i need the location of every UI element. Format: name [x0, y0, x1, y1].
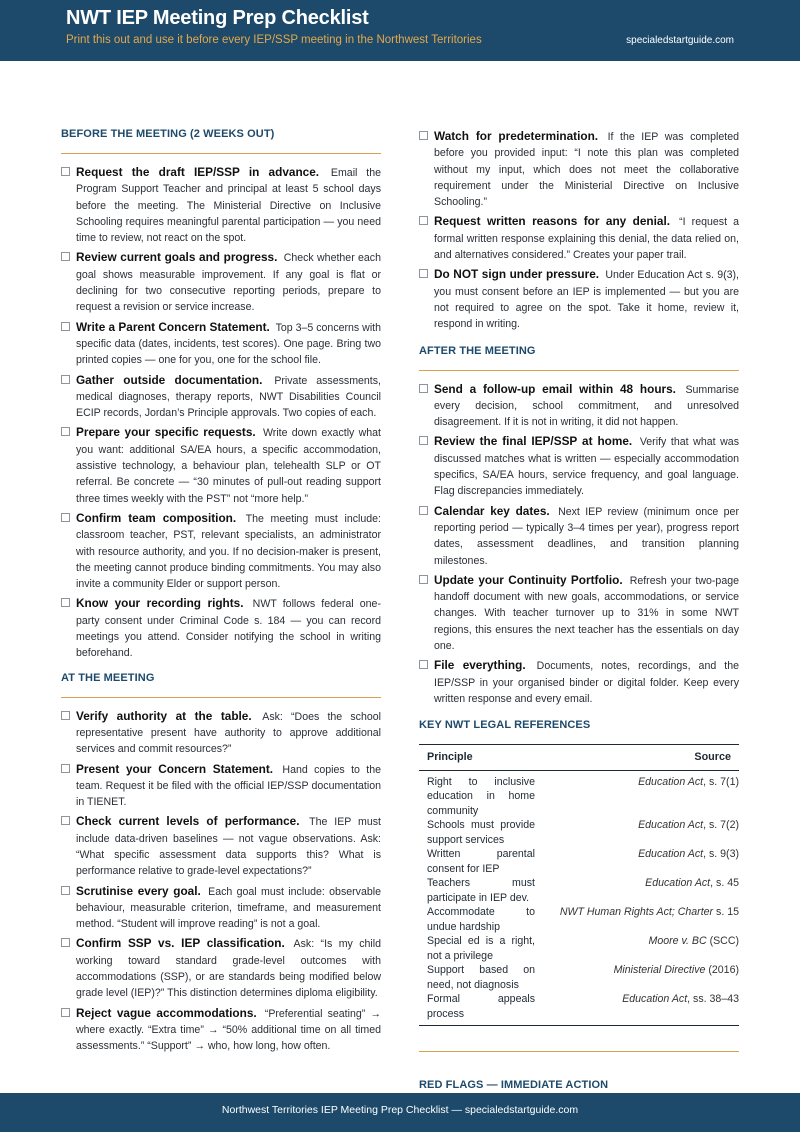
checklist-item — [61, 164, 381, 246]
legal-col-source: Source — [694, 751, 731, 764]
checklist-item — [61, 761, 381, 811]
legal-table-row — [419, 818, 739, 847]
checklist-item — [61, 249, 381, 315]
legal-principle: Support based on need, not diagnosis — [427, 964, 535, 991]
checklist-item-lead: Scrutinise every goal. — [76, 883, 201, 898]
checklist-item-lead: Reject vague accommodations. — [76, 1005, 257, 1020]
checklist-item-lead: Calendar key dates. — [434, 503, 550, 518]
checkbox-icon[interactable] — [419, 131, 428, 140]
section-title-after: AFTER THE MEETING — [419, 345, 739, 371]
checklist-item — [61, 708, 381, 758]
checklist-item — [61, 372, 381, 422]
legal-table-row — [419, 992, 739, 1021]
checkbox-icon[interactable] — [61, 764, 70, 773]
checklist-item-lead: Confirm team composition. — [76, 510, 237, 525]
checklist-item-text: If the IEP was completed before you provided input: “I note this plan was completed without my input, which does not meet the collaborative requirement under the Ministerial Directive on Inclusive Schooling.” — [434, 131, 739, 209]
legal-principle: Teachers must participate in IEP dev. — [427, 877, 535, 904]
checklist-item-text: “I request a formal written response explaining this denial, the data relied on, and alternatives considered.” Creates your paper trail. — [434, 216, 739, 262]
checklist-item-lead: Know your recording rights. — [76, 596, 244, 611]
legal-source-title: Ministerial Directive — [613, 964, 706, 977]
checklist-item — [419, 433, 739, 499]
checklist-item — [419, 572, 739, 654]
legal-source-title: NWT Human Rights Act; Charter — [559, 906, 714, 919]
checklist-item — [419, 657, 739, 707]
page-header — [0, 0, 800, 61]
legal-source-title: Education Act — [645, 877, 711, 890]
checklist-item — [61, 510, 381, 592]
checkbox-icon[interactable] — [419, 216, 428, 225]
legal-source — [649, 934, 739, 963]
checkbox-icon[interactable] — [61, 427, 70, 436]
checkbox-icon[interactable] — [61, 513, 70, 522]
checklist-item-text: Each goal must include: observable behaviour, measurable criterion, timeframe, and measurement method. “Student will improve reading” is not a goal. — [76, 885, 381, 931]
legal-source-section: (2016) — [705, 964, 739, 977]
section-title-at: AT THE MEETING — [61, 672, 381, 698]
checkbox-icon[interactable] — [61, 711, 70, 720]
legal-source — [645, 876, 739, 905]
left-column — [61, 128, 381, 1058]
checklist-item-text: Under Education Act s. 9(3), you must consent before an IEP is implemented — but you are not required to agree on the spot. Take it home, review it, respond in writing. — [434, 269, 739, 331]
legal-principle: Schools must provide support services — [427, 819, 535, 846]
checklist-item-text: Summarise every decision, school commitment, and unresolved disagreement. If it is not in writing, it did not happen. — [434, 383, 740, 429]
checklist-item-lead: Review current goals and progress. — [76, 250, 278, 265]
checklist-item — [61, 319, 381, 369]
legal-source-section: , s. 45 — [710, 877, 739, 890]
legal-table-body — [419, 775, 739, 1022]
legal-table-row — [419, 775, 739, 819]
checklist-item-text: Check whether each goal shows measurable improvement. If any goal is flat or declining for two consecutive reporting periods, prepare to request a revision or service increase. — [76, 252, 381, 314]
legal-source — [638, 818, 739, 847]
checklist-item — [61, 883, 381, 933]
header-site-url: specialedstartguide.com — [626, 35, 734, 46]
right-column — [419, 128, 739, 1114]
checklist-item-lead: Check current levels of performance. — [76, 814, 300, 829]
section-title-legal: KEY NWT LEGAL REFERENCES — [419, 719, 591, 732]
legal-source — [560, 905, 739, 934]
legal-table-row — [419, 934, 739, 963]
legal-source — [614, 963, 739, 992]
checklist-item — [419, 213, 739, 263]
checklist-item-text: Top 3–5 concerns with specific data (dates, incidents, test scores). One page. Bring two printed copies — one for you, one for the school file. — [76, 321, 382, 367]
section-title-red-flags: RED FLAGS — IMMEDIATE ACTION — [419, 1079, 609, 1092]
page-footer — [0, 1093, 800, 1132]
checklist-item-text: Email the Program Support Teacher and principal at least 5 school days before the meeting. The Ministerial Directive on Inclusive Schooling requires meaningful parental participation — you need time to review, not react on the spot. — [76, 167, 381, 245]
checklist-item-lead: Do NOT sign under pressure. — [434, 267, 600, 282]
checkbox-icon[interactable] — [61, 816, 70, 825]
checklist-item — [61, 935, 381, 1001]
legal-source — [638, 847, 739, 876]
legal-source-title: Moore v. BC — [648, 935, 707, 948]
checkbox-icon[interactable] — [419, 269, 428, 278]
checklist-item-text: Refresh your two-page handoff document with new goals, accommodations, or service changes. With teacher turnover up to 31% in some NWT regions, this ensures the next teacher has the essentials on day one. — [434, 574, 739, 653]
legal-source — [622, 992, 739, 1021]
checklist-item-lead: File everything. — [434, 658, 526, 673]
checklist-item — [61, 813, 381, 879]
legal-source-title: Education Act — [638, 848, 704, 861]
checklist-item-text: NWT follows federal one-party consent under Criminal Code s. 184 — you can record meetings you attend. Consider notifying the school in writing beforehand. — [76, 598, 381, 660]
checklist-item-lead: Review the final IEP/SSP at home. — [434, 434, 633, 449]
legal-principle: Special ed is a right, not a privilege — [427, 935, 535, 962]
checklist-item-lead: Gather outside documentation. — [76, 372, 263, 387]
checkbox-icon[interactable] — [419, 384, 428, 393]
checklist-item-text: Verify that what was discussed matches what is written — especially accommodation specifics, SA/EA hours, service frequency, and goal language. Flag discrepancies immediately. — [434, 436, 739, 498]
checklist-at — [61, 708, 381, 1055]
checkbox-icon[interactable] — [61, 886, 70, 895]
checklist-item-lead: Write a Parent Concern Statement. — [76, 319, 270, 334]
checkbox-icon[interactable] — [61, 167, 70, 176]
legal-source-section: , ss. 38–43 — [687, 993, 739, 1006]
checkbox-icon[interactable] — [61, 375, 70, 384]
checklist-item-lead: Present your Concern Statement. — [76, 761, 274, 776]
legal-source-section: , s. 7(1) — [703, 775, 739, 788]
checklist-item-text: Ask: “Is my child working toward standard grade-level outcomes with accommodations (SSP), or are standards being modified below grade level (IEP)?” This distinction determines diploma eligibility. — [76, 938, 381, 1000]
checklist-item-text: Documents, notes, recordings, and the IEP/SSP in your organised binder or digital folder. Keep every written response and every email. — [434, 660, 739, 705]
checklist-after — [419, 381, 739, 708]
legal-table-row — [419, 876, 739, 905]
checklist-item-lead: Update your Continuity Portfolio. — [434, 572, 623, 587]
checklist-item-text: Next IEP review (minimum once per reporting period — typically 3–4 times per year), progress report dates, assessment deadlines, and transition planning milestones. — [434, 505, 739, 567]
checklist-item-text: Hand copies to the team. Request it be filed with the official IEP/SSP documentation in TIENET. — [76, 763, 381, 809]
checkbox-icon[interactable] — [61, 252, 70, 261]
checkbox-icon[interactable] — [61, 322, 70, 331]
legal-principle: Right to inclusive education in home community — [427, 775, 535, 817]
legal-principle: Accommodate to undue hardship — [427, 906, 535, 933]
legal-source-section: s. 15 — [713, 906, 739, 919]
checklist-item-lead: Send a follow-up email within 48 hours. — [434, 381, 676, 396]
checkbox-icon[interactable] — [61, 938, 70, 947]
checkbox-icon[interactable] — [419, 506, 428, 515]
checklist-item-lead: Request the draft IEP/SSP in advance. — [76, 165, 320, 179]
legal-table-row — [419, 963, 739, 992]
footer-text: Northwest Territories IEP Meeting Prep Checklist — specialedstartguide.com — [221, 1104, 579, 1116]
legal-source-section: , s. 7(2) — [703, 819, 739, 832]
checklist-item — [419, 381, 739, 431]
checklist-item-lead: Confirm SSP vs. IEP classification. — [76, 936, 285, 951]
checklist-item-lead: Request written reasons for any denial. — [434, 214, 671, 229]
legal-col-principle: Principle — [427, 751, 473, 764]
checkbox-icon[interactable] — [419, 575, 428, 584]
checklist-item-text: Write down exactly what you want: additional SA/EA hours, a specific accommodation, assistive technology, a behaviour plan, telehealth SLP or OT referral. Be concrete — “30 minutes of pull-out reading support three times weekly with the PST” not “more help.” — [76, 427, 381, 505]
checklist-item — [61, 1005, 381, 1055]
legal-table-row — [419, 847, 739, 876]
checklist-at-continued — [419, 128, 739, 333]
checklist-item — [61, 595, 381, 661]
checkbox-icon[interactable] — [61, 1008, 70, 1017]
checklist-item-lead: Verify authority at the table. — [76, 708, 252, 723]
legal-source-title: Education Act — [638, 775, 704, 788]
checklist-item — [61, 424, 381, 506]
checklist-item — [419, 266, 739, 332]
section-title-before: BEFORE THE MEETING (2 WEEKS OUT) — [61, 128, 381, 154]
legal-principle: Written parental consent for IEP — [427, 848, 535, 875]
checklist-item-text: The meeting must include: classroom teacher, PST, relevant specialists, an administrator with resource authority, and you. If no decision-maker is present, the meeting cannot produce binding commitments. You may also invite a community Elder or support person. — [76, 512, 381, 591]
legal-references-table — [419, 744, 739, 1026]
legal-table-bottom-rule — [419, 1025, 739, 1026]
checkbox-icon[interactable] — [419, 660, 428, 669]
checklist-item-text: Ask: “Does the school representative present have authority to approve additional services and commit resources?” — [76, 710, 381, 756]
checklist-item-lead: Prepare your specific requests. — [76, 425, 256, 440]
legal-source-section: , s. 9(3) — [703, 848, 739, 861]
legal-source-section: (SCC) — [706, 935, 739, 948]
checklist-item-text: Private assessments, medical diagnoses, therapy reports, NWT Disabilities Council ECIP records, Jordan’s Principle approvals. Two copies of each. — [76, 374, 381, 420]
checklist-item-text: “Preferential seating” → where exactly. “Extra time” → “50% additional time on all timed assessments.” “Support” → who, how long, how often. — [76, 1007, 381, 1053]
legal-table-row — [419, 905, 739, 934]
checklist-item-text: The IEP must include data-driven baselines — not vague observations. Ask: “What specific assessment data supports this? What is performance relative to grade-level expectations?” — [76, 816, 381, 878]
legal-principle: Formal appeals process — [427, 993, 535, 1020]
page-title: NWT IEP Meeting Prep Checklist — [66, 7, 369, 29]
checklist-before — [61, 164, 381, 662]
legal-source-title: Education Act — [622, 993, 688, 1006]
page-subtitle: Print this out and use it before every IEP/SSP meeting in the Northwest Territories — [66, 34, 482, 46]
divider-rule — [419, 1051, 739, 1052]
legal-table-header — [419, 744, 739, 771]
checklist-item — [419, 128, 739, 210]
checkbox-icon[interactable] — [61, 598, 70, 607]
checkbox-icon[interactable] — [419, 436, 428, 445]
checklist-item-lead: Watch for predetermination. — [434, 129, 599, 143]
legal-source-title: Education Act — [638, 819, 704, 832]
checklist-item — [419, 503, 739, 569]
legal-source — [638, 775, 739, 819]
